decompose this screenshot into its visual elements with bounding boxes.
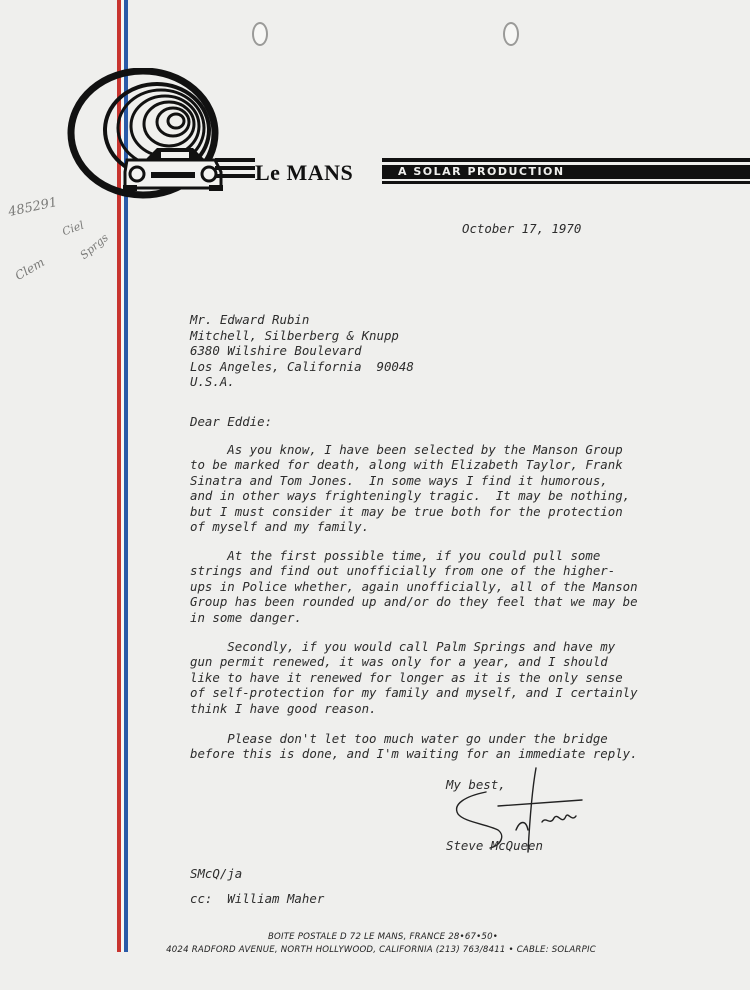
- paragraph-3: Secondly, if you would call Palm Springs and have my gun permit renewed, it was only for a year, and I should like to have it renewed for longer as it is the only sense of self-protection for my family and myself, and I certainly think I have good reason.: [190, 639, 638, 716]
- margin-note-line-3: Clem: [12, 255, 47, 283]
- closing: My best,: [446, 777, 506, 792]
- recipient-line: U.S.A.: [190, 374, 235, 390]
- recipient-address: [190, 312, 414, 390]
- paragraph-1: As you know, I have been selected by the Manson Group to be marked for death, along with Elizabeth Taylor, Frank Sinatra and Tom Jones. In some ways I find it humorous, and in other ways frighteningly tragic. It may be nothing, but I must consider it may be true both for the protection of myself and my family.: [190, 442, 631, 535]
- paragraph-2: At the first possible time, if you could pull some strings and find out unofficially from one of the higher- ups in Police whether, again unofficially, all of the Manson Group has been rounded up and/or do they feel that we may be in some danger.: [190, 548, 638, 625]
- paragraph-4: Please don't let too much water go under the bridge before this is done, and I'm waiting for an immediate reply.: [190, 731, 638, 762]
- salutation: Dear Eddie:: [190, 414, 273, 429]
- recipient-line: Mr. Edward Rubin: [190, 312, 310, 327]
- footer-line-2: 4024 RADFORD AVENUE, NORTH HOLLYWOOD, CALIFORNIA (213) 763/8411 • CABLE: SOLARPIC: [166, 945, 596, 955]
- typist-initials: SMcQ/ja: [190, 866, 243, 881]
- punch-hole-right: [503, 22, 519, 46]
- punch-hole-left: [252, 22, 268, 46]
- header-bar-bottom: [382, 181, 750, 184]
- margin-note-number: 485291: [6, 195, 59, 220]
- header-bar-left: [215, 158, 255, 162]
- recipient-line: Los Angeles, California 90048: [190, 358, 414, 374]
- margin-note-line-1: Ciel: [60, 218, 86, 239]
- header-bar-left-2: [215, 166, 255, 170]
- header-bar-left-3: [215, 174, 255, 178]
- margin-note-line-2: Sprgs: [77, 231, 111, 262]
- signature-name: Steve McQueen: [446, 838, 543, 853]
- cc-line: cc: William Maher: [190, 891, 325, 906]
- recipient-line: Mitchell, Silberberg & Knupp: [190, 327, 399, 343]
- le-mans-logo: [65, 68, 245, 208]
- brand-title: Le MANS: [255, 160, 354, 185]
- letter-date: October 17, 1970: [462, 221, 582, 236]
- footer-line-1: BOITE POSTALE D 72 LE MANS, FRANCE 28•67•50•: [267, 932, 499, 942]
- recipient-line: 6380 Wilshire Boulevard: [190, 343, 362, 359]
- production-banner: A SOLAR PRODUCTION: [382, 165, 750, 179]
- header-bar-top: [382, 158, 750, 162]
